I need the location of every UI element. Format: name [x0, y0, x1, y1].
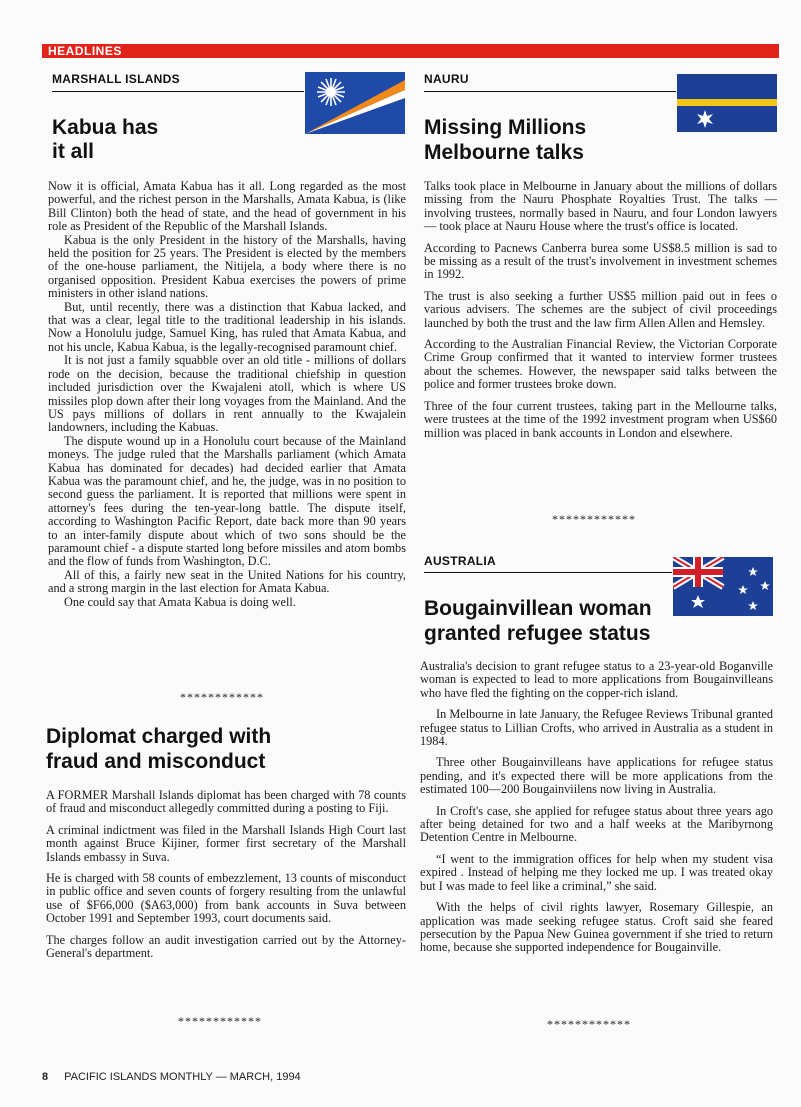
banner-label: HEADLINES	[48, 44, 122, 58]
headline-kabua-line-1: Kabua has	[52, 116, 159, 139]
page-number: 8	[42, 1071, 49, 1083]
section-separator-stars: ************	[180, 690, 264, 704]
paragraph: Australia's decision to grant refugee status to a 23-year-old Boganville woman is expected to lead to more applications from Bougainvilleans who have fled the fighting on the copper-rich island.	[420, 659, 773, 700]
section-label-marshall-islands: MARSHALL ISLANDS	[52, 72, 180, 86]
kabua-article-body	[48, 180, 406, 609]
headline-bougainvillean-line-2: granted refugee status	[424, 622, 651, 645]
bougainvillean-article-body	[420, 660, 773, 955]
nauru-article-body	[424, 180, 777, 440]
publication-line: PACIFIC ISLANDS MONTHLY — MARCH, 1994	[64, 1071, 301, 1083]
paragraph: One could say that Amata Kabua is doing well.	[64, 594, 296, 609]
section-separator-stars: ************	[552, 512, 636, 526]
paragraph: Now it is official, Amata Kabua has it all. Long regarded as the most powerful, and the richest person in the Marshalls, Amata Kabua, is (like Bill Clinton) both the head of state, and the head of government in his role as President of the Republic of the Marshall Islands.	[48, 179, 406, 234]
section-rule	[52, 91, 304, 92]
paragraph: Kabua is the only President in the history of the Marshalls, having held the position for 25 years. The President is elected by the members of the one-house parliament, the Nitijela, a body where there is no organised opposition. President Kabua exercises the powers of prime ministers in other island nations.	[48, 232, 406, 301]
paragraph: A FORMER Marshall Islands diplomat has been charged with 78 counts of fraud and misconduct allegedly committed during a posting to Fiji.	[46, 788, 406, 816]
diplomat-article-body	[46, 789, 406, 960]
paragraph: Talks took place in Melbourne in January about the millions of dollars missing from the Nauru Phosphate Royalties Trust. The talks — involving trustees, normally based in Nauru, and four London lawyers — took place at Nauru House where the trust's office is located.	[424, 179, 777, 234]
paragraph: According to Pacnews Canberra burea some US$8.5 million is sad to be missing as a result of the trust's involvement in investment schemes in 1992.	[424, 240, 777, 282]
paragraph: All of this, a fairly new seat in the United Nations for his country, and a strong margin in the last election for Amata Kabua.	[48, 567, 406, 596]
paragraph: With the helps of civil rights lawyer, Rosemary Gillespie, an application was made seeking refugee status. Croft said she feared persecution by the Papua New Guinea government if she tried to return home, because she supported independence for Bougainville.	[420, 900, 773, 955]
nauru-flag-icon	[677, 74, 777, 132]
section-separator-stars: ************	[547, 1017, 631, 1031]
paragraph: But, until recently, there was a distinction that Kabua lacked, and that was a clear, legal title to the traditional leadership in his islands. Now a Honolulu judge, Samuel King, has ruled that Amata Kabua, and not his uncle, Kabua Kabua, is the legally-recognised paramount chief.	[48, 299, 406, 354]
section-rule	[424, 572, 672, 573]
paragraph: According to the Australian Financial Review, the Victorian Corporate Crime Group confirmed that it wanted to interview former trustees about the schemes. However, the newspaper said talks between the police and former trustees broke down.	[424, 337, 777, 392]
paragraph: “I went to the immigration offices for help when my student visa expired . Instead of helping me they locked me up. I was treated okay but I was made to feel like a criminal,” she said.	[420, 851, 773, 893]
australia-flag-icon	[673, 557, 773, 616]
section-label-nauru: NAURU	[424, 72, 469, 86]
paragraph: In Melbourne in late January, the Refugee Reviews Tribunal granted refugee status to Lillian Crofts, who arrived in Australia as a student in 1984.	[420, 707, 773, 749]
section-rule	[424, 91, 676, 92]
headline-bougainvillean-line-1: Bougainvillean woman	[424, 597, 652, 620]
paragraph: The trust is also seeking a further US$5 million paid out in fees o various advisers. The schemes are the subject of civil proceedings launched by both the trust and the law firm Allen Allen and Hemsley.	[424, 288, 777, 330]
headline-diplomat-line-1: Diplomat charged with	[46, 725, 272, 748]
paragraph: Three other Bougainvilleans have applications for refugee status pending, and it's expected there will be more applications from the estimated 100—200 Bougainviilens now living in Australia.	[420, 755, 773, 797]
headline-diplomat-line-2: fraud and misconduct	[46, 750, 266, 773]
paragraph: Three of the four current trustees, taking part in the Mellourne talks, were trustees at the time of the 1992 investment program when US$60 million was placed in bank accounts in London and elsewhere.	[424, 398, 777, 440]
paragraph: The dispute wound up in a Honolulu court because of the Mainland moneys. The judge ruled that the Marshalls parliament (which Amata Kabua has dominated for decades) had decided earlier that Amata Kabua was the paramount chief, and he, the judge, was in no position to second guess the parliament. It is reported that millions were spent in attorney's fees during the ten-year-long battle. The dispute itself, according to Washington Pacific Report, date back more than 90 years to an inter-family dispute about which of two sons should be the paramount chief - a dispute started long before missiles and atom bombs and the flow of funds from Washington, D.C.	[48, 433, 406, 569]
paragraph: It is not just a family squabble over an old title - millions of dollars rode on the decision, because the traditional chiefship in question included jurisdiction over the Kwajaleni atoll, which is where US missiles plop down after their long voyages from the Mainland. And the US pays millions of dollars in rent annually to the Kwajalein landowners, including the Kabuas.	[48, 353, 406, 435]
headline-nauru-line-1: Missing Millions	[424, 116, 587, 139]
section-separator-stars: ************	[178, 1014, 262, 1028]
paragraph: The charges follow an audit investigation carried out by the Attorney-General's department.	[46, 932, 406, 961]
headline-kabua-line-2: it all	[52, 140, 95, 163]
page-footer	[42, 1071, 301, 1083]
headlines-banner	[42, 44, 779, 58]
paragraph: In Croft's case, she applied for refugee status about three years ago after being detained for two and a half weeks at the Maribyrnong Detention Centre in Melbourne.	[420, 803, 773, 845]
section-label-australia: AUSTRALIA	[424, 554, 497, 568]
paragraph: He is charged with 58 counts of embezzlement, 13 counts of misconduct in public office and seven counts of forgery resulting from the unlawful use of $F66,000 ($A63,000) from bank accounts in Suva between October 1991 and September 1993, court documents said.	[46, 871, 406, 926]
marshall-islands-flag-icon	[305, 72, 405, 134]
headline-nauru-line-2: Melbourne talks	[424, 141, 584, 164]
paragraph: A criminal indictment was filed in the Marshall Islands High Court last month against Bruce Kijiner, former first secretary of the Marshall Islands embassy in Suva.	[46, 822, 406, 864]
